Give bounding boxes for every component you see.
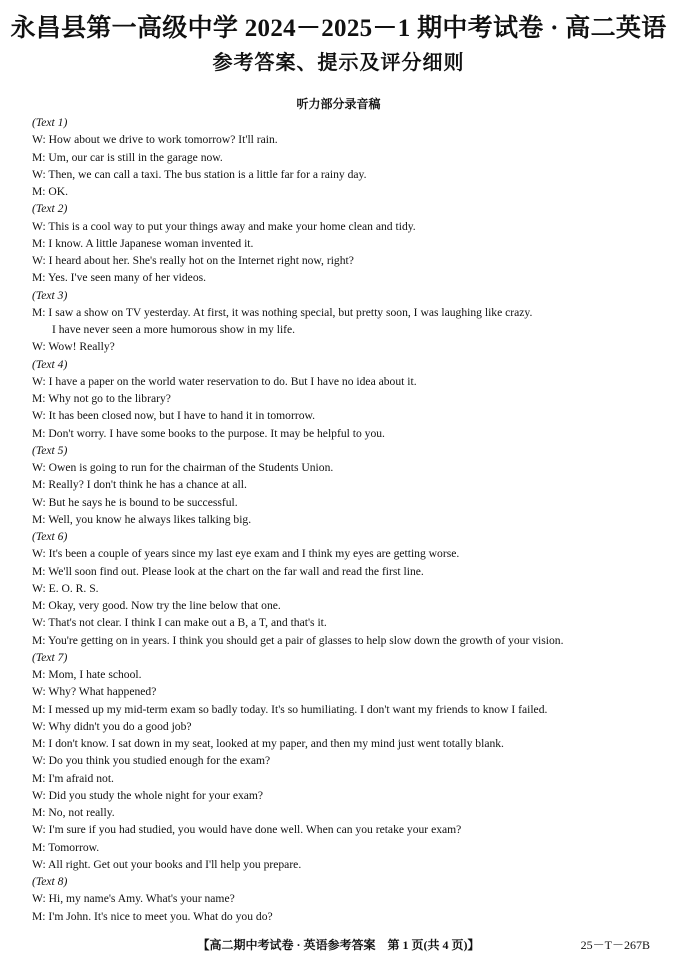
dialogue-line: W: Owen is going to run for the chairman of the Students Union. <box>32 461 334 474</box>
listening-transcript <box>32 114 652 925</box>
dialogue-line: W: That's not clear. I think I can make out a B, a T, and that's it. <box>32 616 327 630</box>
dialogue-line: M: I'm John. It's nice to meet you. What do you do? <box>32 909 273 923</box>
dialogue-line: W: Why? What happened? <box>32 685 157 699</box>
dialogue-line: W: It has been closed now, but I have to hand it in tomorrow. <box>32 409 316 423</box>
dialogue-line: I have never seen a more humorous show in my life. <box>52 323 296 336</box>
dialogue-line: M: I saw a show on TV yesterday. At first, it was nothing special, but pretty soon, I was laughing like crazy. <box>32 305 533 319</box>
dialogue-line: W: It's been a couple of years since my last eye exam and I think my eyes are getting worse. <box>32 547 460 561</box>
dialogue-line: W: I heard about her. She's really hot on the Internet right now, right? <box>32 254 354 267</box>
dialogue-line: M: Really? I don't think he has a chance at all. <box>32 478 247 492</box>
dialogue-line: M: Tomorrow. <box>32 840 100 854</box>
text-heading: (Text 4) <box>32 357 68 371</box>
dialogue-line: M: I'm afraid not. <box>32 771 114 785</box>
dialogue-line: M: I messed up my mid-term exam so badly today. It's so humiliating. I don't want my friends to know I failed. <box>32 702 548 716</box>
dialogue-line: M: Mom, I hate school. <box>32 668 142 681</box>
text-heading: (Text 7) <box>32 650 68 664</box>
dialogue-line: M: I don't know. I sat down in my seat, looked at my paper, and then my mind just went totally blank. <box>32 737 504 750</box>
dialogue-line: W: Why didn't you do a good job? <box>32 719 192 733</box>
document-subtitle: 参考答案、提示及评分细则 <box>212 52 465 74</box>
dialogue-line: M: Yes. I've seen many of her videos. <box>32 271 207 285</box>
text-heading: (Text 2) <box>32 202 68 216</box>
section-title: 听力部分录音稿 <box>296 97 381 111</box>
dialogue-line: W: Do you think you studied enough for the exam? <box>32 754 271 768</box>
text-heading: (Text 6) <box>32 530 68 543</box>
text-heading: (Text 3) <box>32 288 68 302</box>
dialogue-line: M: We'll soon find out. Please look at the chart on the far wall and read the first line. <box>32 564 424 578</box>
text-heading: (Text 5) <box>32 443 68 457</box>
footer-page-info: 【高二期中考试卷 · 英语参考答案 第 1 页(共 4 页)】 <box>197 938 480 952</box>
dialogue-line: W: E. O. R. S. <box>32 581 99 595</box>
dialogue-line: W: I have a paper on the world water reservation to do. But I have no idea about it. <box>32 374 417 388</box>
dialogue-line: W: Then, we can call a taxi. The bus station is a little far for a rainy day. <box>32 167 367 181</box>
dialogue-line: W: This is a cool way to put your things away and make your home clean and tidy. <box>32 219 416 233</box>
dialogue-line: W: I'm sure if you had studied, you would have done well. When can you retake your exam? <box>32 823 462 837</box>
dialogue-line: M: OK. <box>32 185 69 198</box>
dialogue-line: W: Did you study the whole night for your exam? <box>32 788 264 802</box>
dialogue-line: M: Um, our car is still in the garage now. <box>32 150 223 164</box>
dialogue-line: W: Wow! Really? <box>32 340 115 354</box>
text-heading: (Text 8) <box>32 875 68 888</box>
text-heading: (Text 1) <box>32 116 68 129</box>
dialogue-line: M: Don't worry. I have some books to the purpose. It may be helpful to you. <box>32 426 385 440</box>
dialogue-line: M: No, not really. <box>32 806 115 819</box>
dialogue-line: W: But he says he is bound to be successful. <box>32 495 238 509</box>
document-title: 永昌县第一高级中学 2024－2025－1 期中考试卷 · 高二英语 <box>10 15 667 42</box>
dialogue-line: M: Okay, very good. Now try the line below that one. <box>32 599 281 612</box>
dialogue-line: M: You're getting on in years. I think you should get a pair of glasses to help slow down the growth of your vision. <box>32 633 564 647</box>
footer-paper-code: 25－T－267B <box>580 938 650 952</box>
dialogue-line: W: Hi, my name's Amy. What's your name? <box>32 892 235 906</box>
dialogue-line: M: Well, you know he always likes talking big. <box>32 512 252 526</box>
dialogue-line: W: All right. Get out your books and I'll help you prepare. <box>32 857 302 871</box>
dialogue-line: M: Why not go to the library? <box>32 392 171 405</box>
dialogue-line: W: How about we drive to work tomorrow? It'll rain. <box>32 133 278 147</box>
dialogue-line: M: I know. A little Japanese woman invented it. <box>32 236 254 250</box>
